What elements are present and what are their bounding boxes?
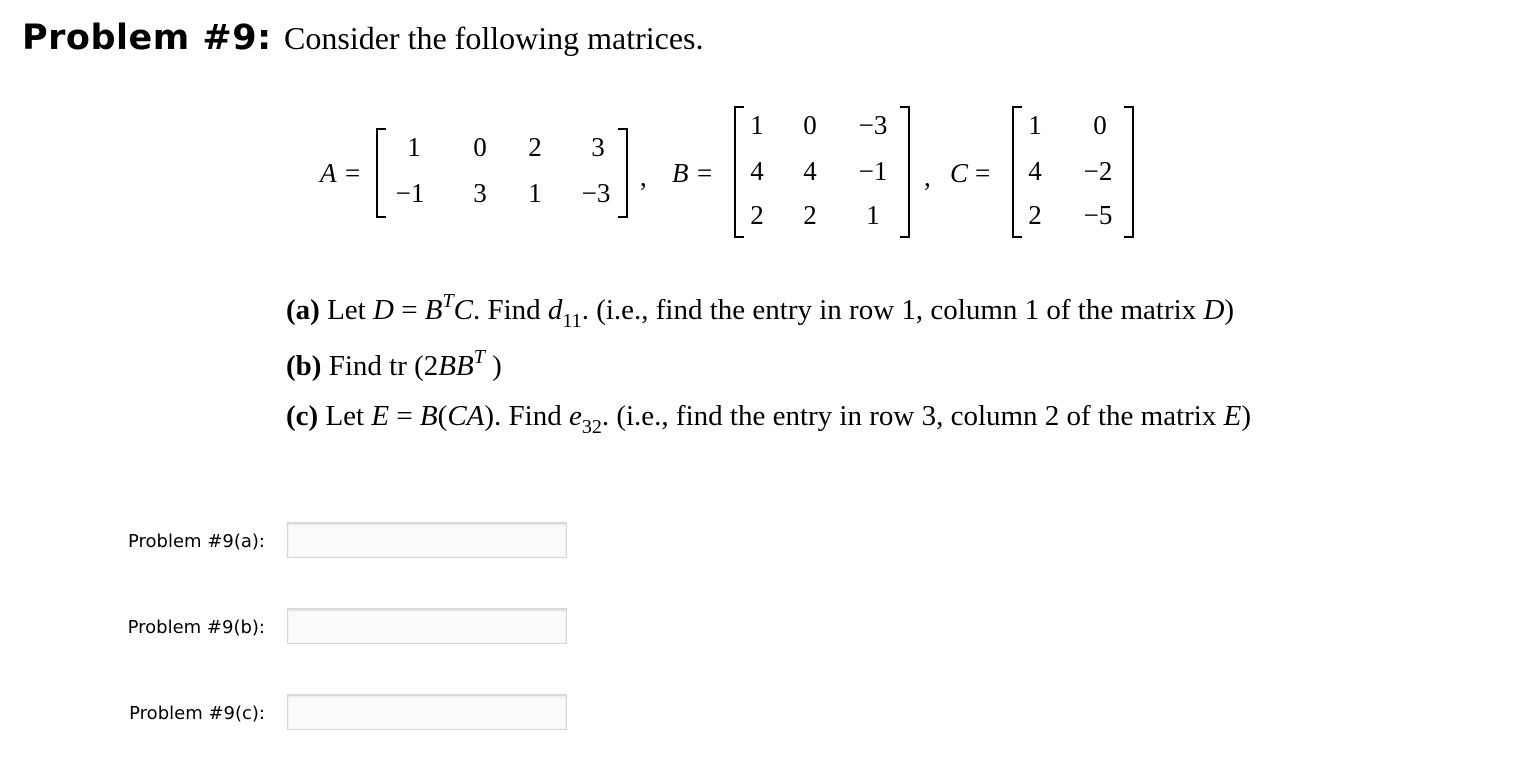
part-c-var: E (371, 400, 390, 432)
matrix-b-cell: −3 (858, 110, 888, 140)
matrix-a-equals: = (345, 158, 361, 188)
part-a-subscript: 11 (562, 310, 582, 332)
part-a-text: . Find (472, 294, 548, 326)
matrix-b-cell: 1 (866, 200, 880, 230)
matrix-a-cell: 3 (473, 178, 487, 208)
matrix-b-cell: 2 (803, 200, 817, 230)
matrix-c-cell: 4 (1028, 156, 1042, 186)
answer-label-c: Problem #9(c): (129, 703, 265, 724)
part-a-text: . (i.e., find the entry in row 1, column 1 of the matrix (581, 294, 1204, 326)
matrix-b-cell: 0 (803, 110, 817, 140)
matrix-a-name: A (320, 158, 337, 188)
matrix-b-cell: 2 (750, 200, 764, 230)
part-a-text: Let (327, 294, 373, 326)
question-part-b (286, 346, 502, 383)
part-a-var: B (424, 294, 443, 326)
part-b-text: Find tr (2 (321, 350, 439, 382)
part-b-superscript: T (473, 346, 485, 368)
matrix-a-cell: −3 (581, 178, 611, 208)
part-b-text: ) (484, 350, 502, 382)
matrix-c-equals: = (975, 158, 991, 188)
part-c-text: ( (437, 400, 448, 432)
matrix-a-cell: 1 (528, 178, 542, 208)
problem-intro: Consider the following matrices. (284, 20, 704, 56)
part-c-tag: (c) (286, 400, 319, 432)
question-part-c (286, 400, 1251, 439)
part-a-text: = (393, 294, 425, 326)
part-c-text: ) (1241, 400, 1251, 432)
question-part-a (286, 290, 1234, 333)
matrix-c-cell: −5 (1083, 200, 1113, 230)
part-c-text: = (389, 400, 420, 432)
matrix-a-cell: −1 (395, 178, 425, 208)
part-c-var: B (419, 400, 438, 432)
matrix-a-cell: 3 (591, 132, 605, 162)
matrix-c-cell: 1 (1028, 110, 1042, 140)
part-c-var: e (568, 400, 582, 432)
matrix-b-equals: = (697, 158, 713, 188)
matrix-c-cell: 2 (1028, 200, 1042, 230)
matrix-b-cell: −1 (858, 156, 888, 186)
answer-input-b[interactable] (287, 608, 567, 644)
answer-label-a: Problem #9(a): (128, 531, 265, 552)
part-a-var: D (372, 294, 394, 326)
part-a-var: d (547, 294, 563, 326)
matrix-b-cell: 4 (803, 156, 817, 186)
matrix-a-cell: 1 (407, 132, 421, 162)
comma: , (640, 162, 647, 192)
part-c-text: . (i.e., find the entry in row 3, column 2 of the matrix (601, 400, 1224, 432)
part-a-tag: (a) (286, 294, 320, 326)
answer-label-b: Problem #9(b): (127, 617, 265, 638)
matrix-c-cell: −2 (1083, 156, 1113, 186)
matrix-c-cell: 0 (1093, 110, 1107, 140)
comma: , (924, 162, 931, 192)
part-c-text: ). Find (484, 400, 569, 432)
answer-input-a[interactable] (287, 522, 567, 558)
matrix-a-cell: 0 (473, 132, 487, 162)
part-c-var: CA (447, 400, 485, 432)
part-c-var: E (1223, 400, 1242, 432)
matrix-b-name: B (672, 158, 689, 188)
part-b-var: BB (438, 350, 474, 382)
answer-input-c[interactable] (287, 694, 567, 730)
matrix-b-cell: 1 (750, 110, 764, 140)
part-c-subscript: 32 (581, 416, 602, 438)
matrix-b-cell: 4 (750, 156, 764, 186)
matrix-c-name: C (950, 158, 969, 188)
part-a-var: C (453, 294, 473, 326)
part-b-tag: (b) (286, 350, 322, 382)
problem-label: Problem #9: (22, 18, 272, 58)
matrix-a-cell: 2 (528, 132, 542, 162)
part-a-superscript: T (442, 290, 454, 312)
part-a-text: ) (1224, 294, 1235, 326)
part-c-text: Let (325, 400, 372, 432)
part-a-var: D (1203, 294, 1225, 326)
